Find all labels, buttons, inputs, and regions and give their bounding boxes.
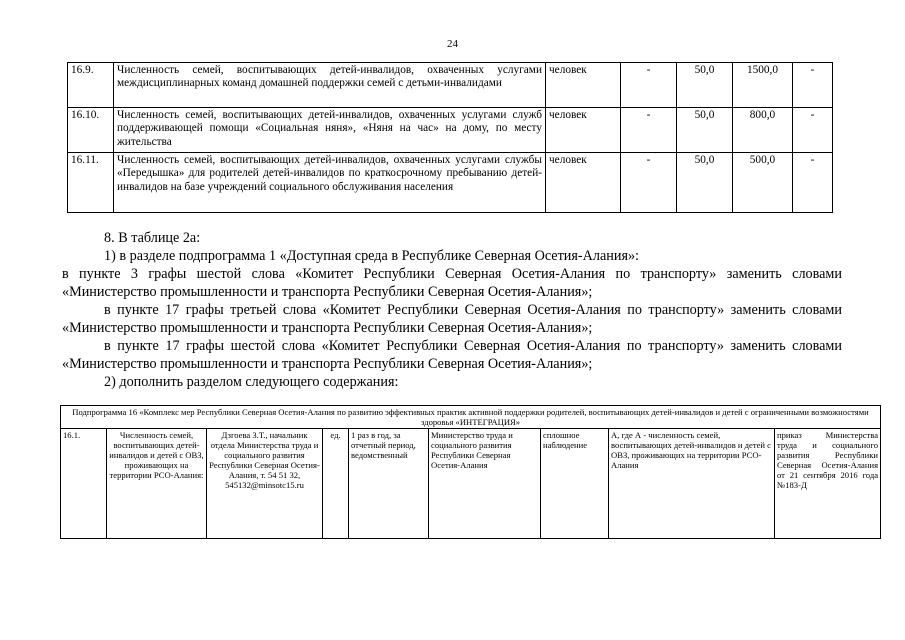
table-row (68, 63, 833, 108)
value-cell: 50,0 (677, 63, 733, 108)
value-cell: 50,0 (677, 108, 733, 153)
row-number: 16.11. (68, 153, 114, 213)
value-cell: - (621, 63, 677, 108)
subprogram-table (60, 405, 881, 539)
paragraph-point-3: в пункте 3 графы шестой слова «Комитет Республики Северная Осетия-Алания по транспорту» заменить словами «Министерство промышленности и транспорта Республики Северная Осетия-Алания»; (62, 266, 842, 300)
formula-cell: А, где А - численность семей, воспитывающих детей-инвалидов и детей с ОВЗ, проживающих на территории РСО-Алания (609, 429, 775, 539)
subprogram-title: Подпрограмма 16 «Комплекс мер Республики Северная Осетия-Алания по развитию эффективных практик активной поддержки родителей, воспитывающих детей-инвалидов и детей с ограниченными возможностями здоровья «ИНТЕГРАЦИЯ» (61, 406, 881, 429)
source-cell: Министерство труда и социального развития Республики Северная Осетия-Алания (429, 429, 541, 539)
value-cell: 50,0 (677, 153, 733, 213)
row-number: 16.1. (61, 429, 107, 539)
table-row (68, 153, 833, 213)
indicator-text: Численность семей, воспитывающих детей-инвалидов, охваченных услугами служб поддерживающей помощи «Социальная няня», «Няня на час» на дому, по месту жительства (114, 108, 546, 153)
table-header-row (61, 406, 881, 429)
value-cell: 800,0 (733, 108, 793, 153)
value-cell: 1500,0 (733, 63, 793, 108)
paragraph-subprogram-1: 1) в разделе подпрограмма 1 «Доступная среда в Республике Северная Осетия-Алания»: (104, 248, 640, 264)
value-cell: - (793, 63, 833, 108)
row-number: 16.9. (68, 63, 114, 108)
paragraph-point-17-col6: в пункте 17 графы шестой слова «Комитет Республики Северная Осетия-Алания по транспорту» заменить словами «Министерство промышленности и транспорта Республики Северная Осетия-Алания»; (62, 338, 842, 372)
indicator-cell: Численность семей, воспитывающих детей-инвалидов и детей с ОВЗ, проживающих на территории РСО-Алания: (107, 429, 207, 539)
responsible-cell: Дзгоева З.Т., начальник отдела Министерства труда и социального развития Республики Северная Осетия-Алания, т. 54 51 32, 545132@minsotc15.ru (207, 429, 323, 539)
unit-cell: ед. (323, 429, 349, 539)
order-cell: приказ Министерства труда и социального развития Республики Северная Осетия-Алания от 21 сентября 2016 года №183-Д (775, 429, 881, 539)
paragraph-table-2a: 8. В таблице 2а: (104, 230, 201, 246)
page-number: 24 (447, 38, 458, 50)
value-cell: - (621, 153, 677, 213)
value-cell: - (621, 108, 677, 153)
indicator-text: Численность семей, воспитывающих детей-инвалидов, охваченных услугами службы «Передышка» для родителей детей-инвалидов по краткосрочному пребыванию детей-инвалидов на базе учреждений социального обслуживания населения (114, 153, 546, 213)
row-number: 16.10. (68, 108, 114, 153)
unit-cell: человек (546, 153, 621, 213)
paragraph-add-section: 2) дополнить разделом следующего содержания: (104, 374, 399, 390)
indicator-text: Численность семей, воспитывающих детей-инвалидов, охваченных услугами междисциплинарных команд домашней поддержки семей с детьми-инвалидами (114, 63, 546, 108)
value-cell: 500,0 (733, 153, 793, 213)
periodicity-cell: 1 раз в год, за отчетный период, ведомственный (349, 429, 429, 539)
value-cell: - (793, 153, 833, 213)
unit-cell: человек (546, 63, 621, 108)
value-cell: - (793, 108, 833, 153)
method-cell: сплошное наблюдение (541, 429, 609, 539)
paragraph-point-17-col3: в пункте 17 графы третьей слова «Комитет Республики Северная Осетия-Алания по транспорту» заменить словами «Министерство промышленности и транспорта Республики Северная Осетия-Алания»; (62, 302, 842, 336)
indicators-table (67, 62, 833, 213)
table-row (68, 108, 833, 153)
unit-cell: человек (546, 108, 621, 153)
table-row (61, 429, 881, 539)
